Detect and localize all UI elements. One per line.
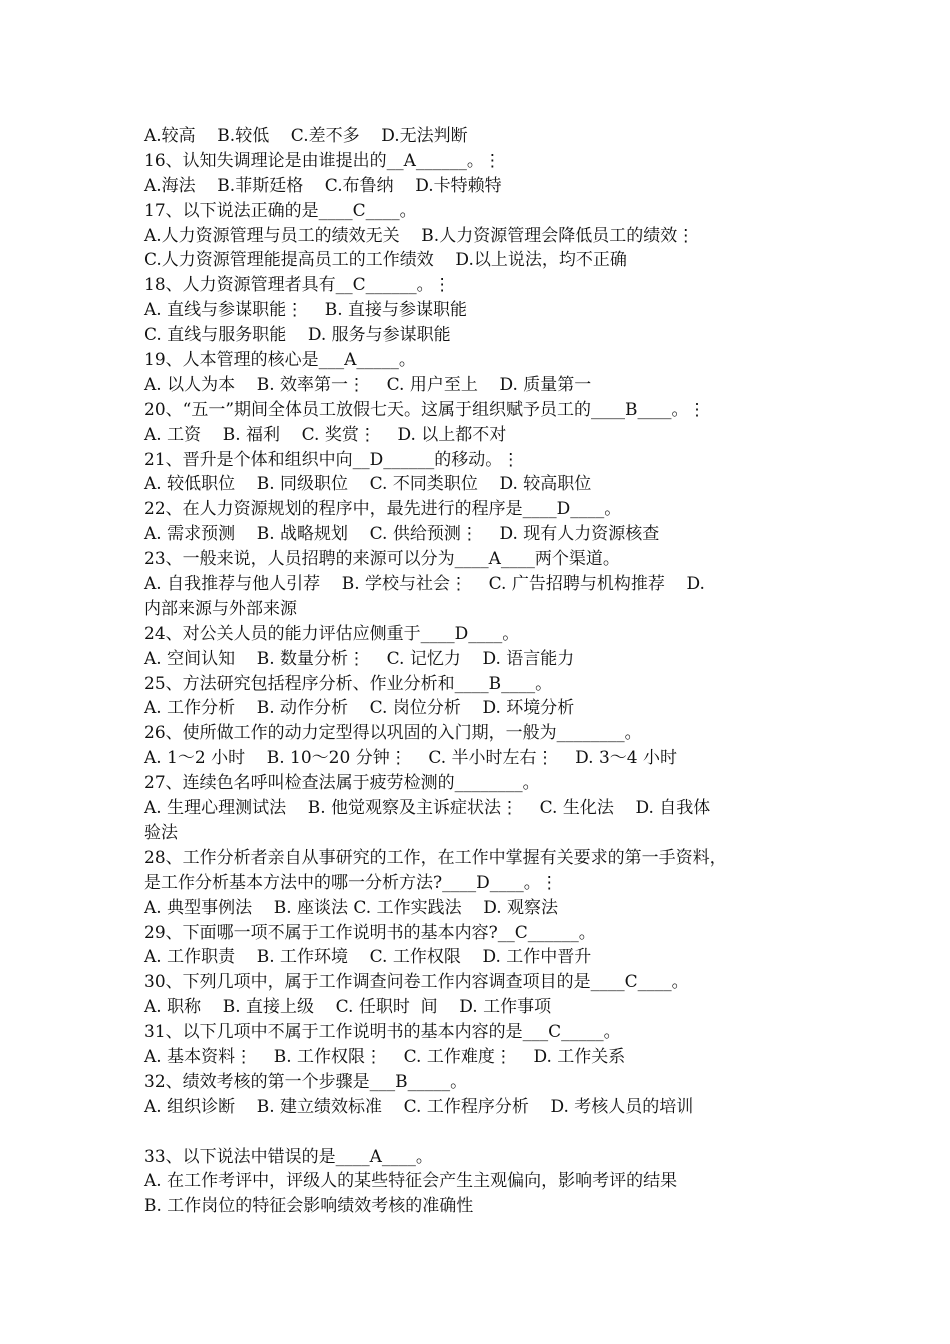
text-line: A. 生理心理测试法 B. 他觉观察及主诉症状法⋮ C. 生化法 D. 自我体 — [144, 798, 711, 819]
text-line: 内部来源与外部来源 — [144, 598, 297, 619]
text-line: 16、认知失调理论是由谁提出的__A______。⋮ — [144, 150, 501, 171]
text-line: 26、使所做工作的动力定型得以巩固的入门期，一般为________。 — [144, 723, 642, 744]
text-line: 验法 — [144, 822, 178, 843]
text-line: 17、以下说法正确的是____C____。 — [144, 200, 417, 221]
text-line: C.人力资源管理能提高员工的工作绩效 D.以上说法，均不正确 — [144, 250, 627, 271]
text-line: A. 职称 B. 直接上级 C. 任职时 间 D. 工作事项 — [144, 997, 552, 1018]
text-line: A. 以人为本 B. 效率第一⋮ C. 用户至上 D. 质量第一 — [144, 374, 592, 395]
document-body — [144, 124, 824, 1219]
text-line: A. 工资 B. 福利 C. 奖赏⋮ D. 以上都不对 — [144, 424, 507, 445]
text-line: 28、工作分析者亲自从事研究的工作，在工作中掌握有关要求的第一手资料， — [144, 847, 727, 868]
text-line: A. 工作职责 B. 工作环境 C. 工作权限 D. 工作中晋升 — [144, 947, 592, 968]
blank-line — [144, 1120, 824, 1145]
text-line: A. 典型事例法 B. 座谈法 C. 工作实践法 D. 观察法 — [144, 897, 559, 918]
text-line: 31、以下几项中不属于工作说明书的基本内容的是___C_____。 — [144, 1022, 621, 1043]
text-line: 18、人力资源管理者具有__C______。⋮ — [144, 275, 451, 296]
text-line: 25、方法研究包括程序分析、作业分析和____B____。 — [144, 673, 553, 694]
text-line: 23、一般来说，人员招聘的来源可以分为____A____两个渠道。 — [144, 549, 620, 570]
text-line: A. 工作分析 B. 动作分析 C. 岗位分析 D. 环境分析 — [144, 698, 575, 719]
text-line: A.人力资源管理与员工的绩效无关 B.人力资源管理会降低员工的绩效⋮ — [144, 225, 695, 246]
text-line: C. 直线与服务职能 D. 服务与参谋职能 — [144, 325, 451, 346]
text-line: 29、下面哪一项不属于工作说明书的基本内容?__C______。 — [144, 922, 596, 943]
text-line: A. 需求预测 B. 战略规划 C. 供给预测⋮ D. 现有人力资源核查 — [144, 524, 660, 545]
text-line: A. 基本资料⋮ B. 工作权限⋮ C. 工作难度⋮ D. 工作关系 — [144, 1046, 626, 1067]
text-line: 24、对公关人员的能力评估应侧重于____D____。 — [144, 623, 520, 644]
text-line: 30、下列几项中，属于工作调查问卷工作内容调查项目的是____C____。 — [144, 972, 689, 993]
text-line: 19、人本管理的核心是___A_____。 — [144, 350, 416, 371]
text-line: 是工作分析基本方法中的哪一分析方法?____D____。⋮ — [144, 872, 558, 893]
text-line: 20、“五一”期间全体员工放假七天。这属于组织赋予员工的____B____。⋮ — [144, 399, 706, 420]
text-line: A. 1～2 小时 B. 10～20 分钟⋮ C. 半小时左右⋮ D. 3～4 小时 — [144, 748, 678, 769]
text-line: A. 自我推荐与他人引荐 B. 学校与社会⋮ C. 广告招聘与机构推荐 D. — [144, 574, 705, 595]
text-line: A. 空间认知 B. 数量分析⋮ C. 记忆力 D. 语言能力 — [144, 648, 575, 669]
text-line: A. 在工作考评中，评级人的某些特征会产生主观偏向，影响考评的结果 — [144, 1171, 678, 1192]
text-line: 32、绩效考核的第一个步骤是___B_____。 — [144, 1071, 468, 1092]
text-line: 22、在人力资源规划的程序中，最先进行的程序是____D____。 — [144, 499, 622, 520]
text-line: A.海法 B.菲斯廷格 C.布鲁纳 D.卡特赖特 — [144, 175, 502, 196]
text-line: A. 直线与参谋职能⋮ B. 直接与参谋职能 — [144, 300, 467, 321]
text-line: A.较高 B.较低 C.差不多 D.无法判断 — [144, 126, 468, 146]
text-line: A. 组织诊断 B. 建立绩效标准 C. 工作程序分析 D. 考核人员的培训 — [144, 1096, 694, 1117]
text-line: 27、连续色名呼叫检查法属于疲劳检测的________。 — [144, 773, 540, 794]
text-line: B. 工作岗位的特征会影响绩效考核的准确性 — [144, 1196, 474, 1217]
text-line: 21、晋升是个体和组织中向__D______的移动。⋮ — [144, 449, 520, 470]
text-line: A. 较低职位 B. 同级职位 C. 不同类职位 D. 较高职位 — [144, 474, 592, 495]
text-line: 33、以下说法中错误的是____A____。 — [144, 1146, 433, 1167]
